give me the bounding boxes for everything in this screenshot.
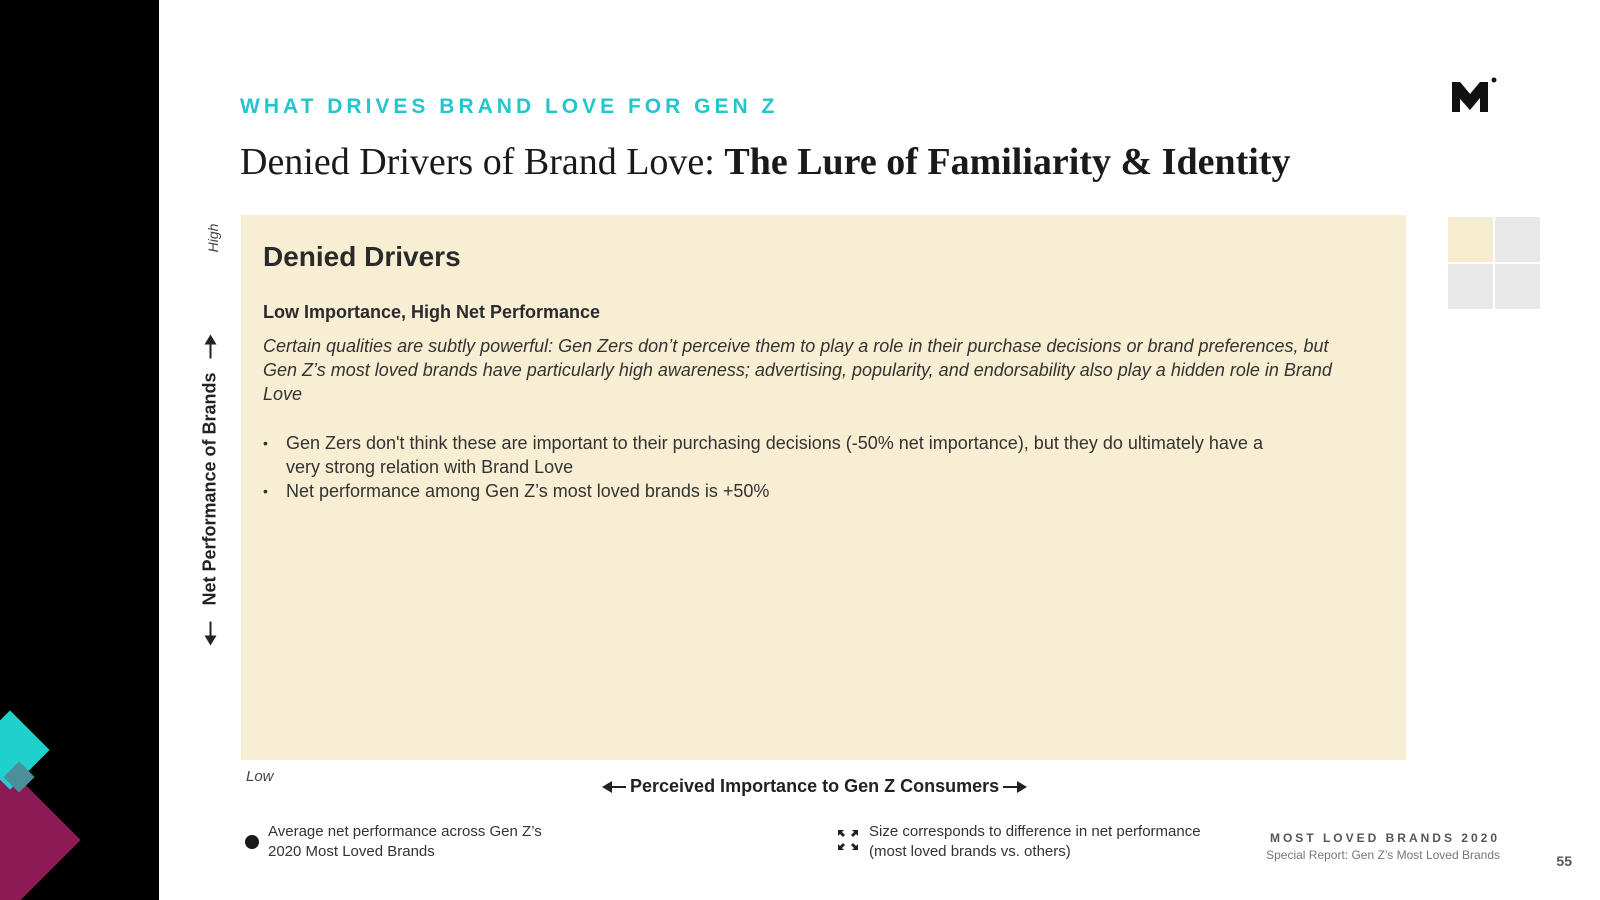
quadrant-bottom-left (1448, 264, 1493, 309)
legend-dot-text: Average net performance across Gen Z’s 2020 Most Loved Brands (268, 823, 542, 860)
purple-diamond-decoration (0, 769, 81, 900)
arrow-up-icon (203, 334, 217, 358)
x-axis-low-label: Low (246, 768, 274, 785)
arrow-down-icon (203, 622, 217, 646)
quadrant-subtitle: Low Importance, High Net Performance (263, 302, 601, 322)
arrow-right-icon (1003, 780, 1027, 794)
title-regular: Denied Drivers of Brand Love: (240, 141, 725, 183)
quadrant-description: Certain qualities are subtly powerful: Gen Zers don’t perceive them to play a role in their purchase decisions or brand preferences, but Gen Z’s most loved brands have particularly high awareness; advertising, popularity, and endorsability also play a hidden role in Brand Love (263, 336, 1332, 404)
y-axis-high-label: High (205, 223, 221, 253)
list-item: • Net performance among Gen Z’s most loved brands is +50% (263, 479, 1263, 503)
legend-size-text: Size corresponds to difference in net performance (most loved brands vs. others) (869, 823, 1201, 860)
quadrant-top-right (1495, 217, 1540, 262)
expand-arrows-icon (836, 828, 860, 852)
page-title (240, 140, 1290, 184)
bullet-list (263, 431, 1263, 503)
denied-drivers-quadrant (241, 215, 1406, 760)
quadrant-bottom-right (1495, 264, 1540, 309)
x-axis-label (602, 776, 1027, 797)
x-axis-text: Perceived Importance to Gen Z Consumers (630, 776, 1000, 796)
title-bold: The Lure of Familiarity & Identity (724, 141, 1291, 183)
footer-brand: MOST LOVED BRANDS 2020 (1269, 831, 1500, 845)
left-sidebar-band (0, 0, 159, 900)
dot-icon (245, 835, 259, 849)
list-item: • Gen Zers don't think these are important to their purchasing decisions (-50% net importance), but they do ultimately have a very strong relation with Brand Love (263, 431, 1263, 479)
quadrant-title: Denied Drivers (263, 241, 461, 272)
footer-subtitle: Special Report: Gen Z’s Most Loved Brands (1266, 848, 1500, 862)
arrow-left-icon (602, 780, 626, 794)
quadrant-top-left (1448, 217, 1493, 262)
quadrant-navigator (1448, 217, 1540, 309)
y-axis-text: Net Performance of Brands (199, 372, 220, 606)
page-number: 55 (1556, 853, 1572, 869)
m-logo-icon (1450, 76, 1498, 116)
y-axis-label (200, 334, 221, 645)
section-kicker: WHAT DRIVES BRAND LOVE FOR GEN Z (240, 95, 779, 118)
